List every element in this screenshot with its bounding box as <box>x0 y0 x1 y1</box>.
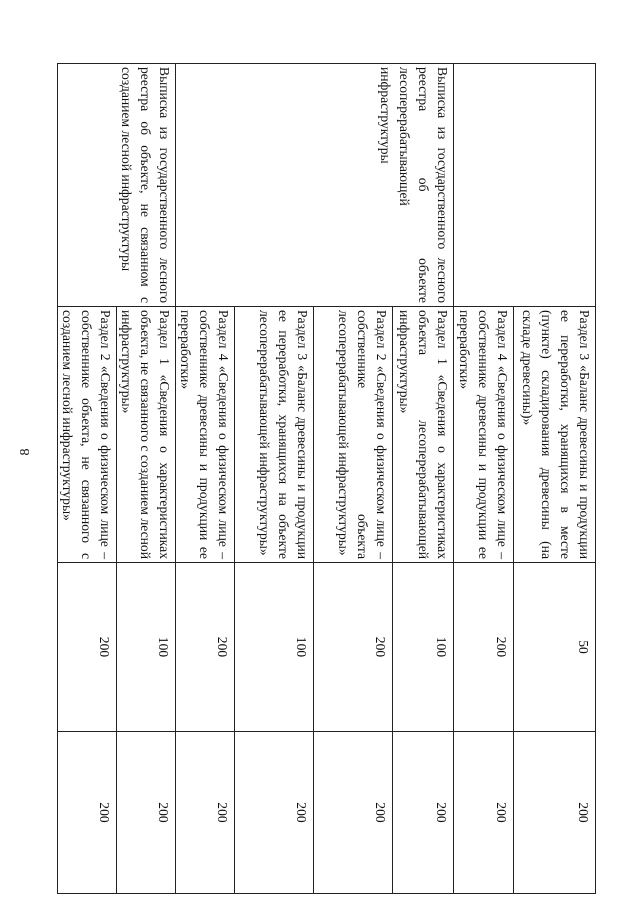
value-cell: 200 <box>235 732 314 894</box>
value-cell: 100 <box>235 563 314 732</box>
document-name-cell: Выписка из государственного лесного реестра об объекте, не связанном с созданием лесной инфраструктуры <box>58 64 176 307</box>
section-cell: Раздел 4 «Сведения о физическом лице – собственнике древесины и продукции ее переработки» <box>176 307 235 563</box>
document-name-cell: Выписка из государственного лесного реестра об объекте лесоперерабатывающей инфраструктуры <box>176 64 454 307</box>
value-cell: 200 <box>58 563 117 732</box>
rotated-table-container <box>58 63 596 893</box>
section-cell: Раздел 1 «Сведения о характеристиках объекта, не связанного с созданием лесной инфраструктуры» <box>117 307 176 563</box>
section-cell: Раздел 3 «Баланс древесины и продукции ее переработки, хранящихся в месте (пункте) складирования древесины (на складе древесины)» <box>514 307 596 563</box>
section-cell: Раздел 1 «Сведения о характеристиках объекта лесоперерабатывающей инфраструктуры» <box>393 307 454 563</box>
document-name-cell <box>454 64 596 307</box>
value-cell: 200 <box>176 563 235 732</box>
value-cell: 200 <box>314 563 393 732</box>
value-cell: 200 <box>393 732 454 894</box>
value-cell: 200 <box>454 732 514 894</box>
value-cell: 200 <box>58 732 117 894</box>
value-cell: 100 <box>393 563 454 732</box>
value-cell: 100 <box>117 563 176 732</box>
fee-table <box>57 63 596 894</box>
table-row <box>514 64 596 894</box>
section-cell: Раздел 3 «Баланс древесины и продукции ее переработки, хранящихся на объекте лесоперерабатывающей инфраструктуры» <box>235 307 314 563</box>
table-row <box>393 64 454 894</box>
section-cell: Раздел 2 «Сведения о физическом лице – собственнике объекта, не связанного с созданием лесной инфраструктуры» <box>58 307 117 563</box>
value-cell: 200 <box>514 732 596 894</box>
section-cell: Раздел 2 «Сведения о физическом лице – собственнике объекта лесоперерабатывающей инфраструктуры» <box>314 307 393 563</box>
table-row <box>117 64 176 894</box>
section-cell: Раздел 4 «Сведения о физическом лице – собственнике древесины и продукции ее переработки» <box>454 307 514 563</box>
value-cell: 200 <box>314 732 393 894</box>
value-cell: 200 <box>176 732 235 894</box>
page-number: 8 <box>18 448 33 456</box>
value-cell: 200 <box>117 732 176 894</box>
value-cell: 50 <box>514 563 596 732</box>
value-cell: 200 <box>454 563 514 732</box>
